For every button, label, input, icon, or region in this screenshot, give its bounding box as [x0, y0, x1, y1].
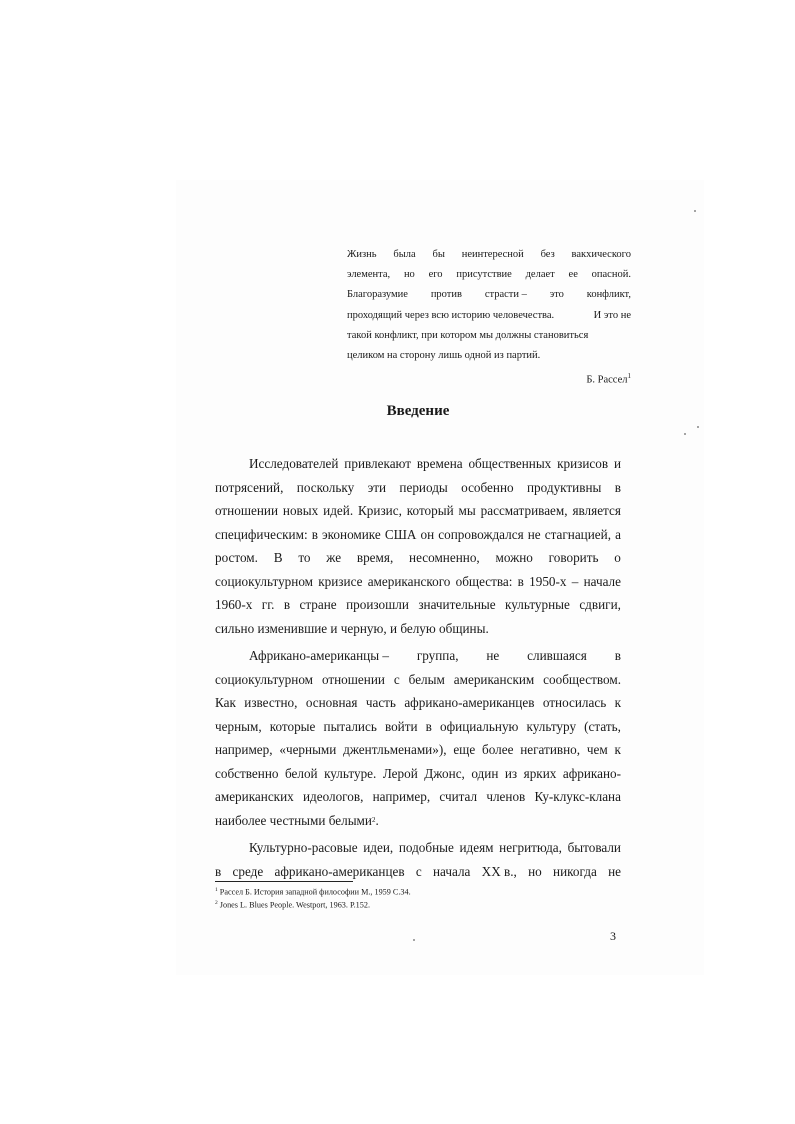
page-number: 3: [610, 929, 616, 943]
epigraph-word: ее: [568, 269, 578, 281]
body-word: и: [613, 456, 621, 471]
body-word: особенно: [461, 479, 514, 495]
body-word: Африкано-американцы –: [249, 648, 389, 663]
body-word: –: [571, 573, 579, 589]
epigraph-line: [347, 326, 631, 346]
scan-speck: [697, 426, 699, 428]
body-word: официальную: [440, 718, 519, 734]
body-word: социокультурном: [215, 671, 314, 687]
body-line: [215, 715, 621, 739]
epigraph-word: элемента,: [347, 269, 391, 281]
body-line: [215, 691, 621, 715]
body-word: .: [375, 812, 379, 828]
body-line: [215, 644, 621, 668]
footnote-1: $^1$ Рассел Б. История западной философии М., 1959 С.34.: [215, 887, 411, 897]
epigraph-line: [347, 346, 631, 366]
epigraph-word: неинтересной: [461, 249, 524, 260]
epigraph-line: [347, 265, 631, 285]
body-word: в: [311, 526, 318, 542]
body-word: же: [326, 550, 342, 565]
body-word: значительные: [418, 597, 496, 612]
body-line: [215, 762, 621, 786]
epigraph-author: [347, 366, 631, 391]
body-word: слившаяся: [527, 648, 587, 663]
body-word: американских: [215, 789, 294, 804]
epigraph-word: опасной.: [591, 269, 631, 281]
body-word: к: [614, 695, 621, 710]
body-word: белым: [408, 671, 445, 687]
body-word: черным,: [215, 718, 262, 734]
body-word: с: [393, 671, 400, 687]
body-word: которые: [269, 718, 316, 734]
body-word: стагнацией,: [544, 526, 612, 542]
epigraph-word: бы: [432, 249, 445, 260]
body-word: является: [572, 503, 621, 518]
body-word: сдвиги,: [579, 597, 621, 612]
body-word: африкано-американцев: [274, 863, 405, 879]
body-line: [215, 570, 621, 594]
body-word: африкано-: [562, 765, 621, 781]
body-word: идеи,: [363, 840, 394, 855]
body-word: 1950-х: [529, 573, 567, 589]
body-word: Как: [215, 695, 236, 710]
body-word: но: [528, 863, 542, 879]
body-word: США: [384, 526, 417, 542]
body-word: в: [425, 718, 432, 734]
body-word: идеям: [459, 840, 494, 855]
body-word: относилась: [542, 695, 607, 710]
body-word: ярких: [523, 765, 557, 781]
body-word: сопровождался: [438, 526, 524, 542]
body-word: культуру: [526, 718, 577, 734]
epigraph-word: Жизнь: [347, 249, 377, 260]
body-word: членов: [486, 789, 526, 804]
body-word: новых: [282, 503, 319, 518]
epigraph-word: без: [540, 249, 555, 260]
body-word: кризисов: [557, 456, 609, 471]
body-word: Ку-клукс-клана: [534, 789, 621, 804]
body-word: стране: [299, 597, 337, 612]
epigraph-word: вакхического: [571, 249, 631, 260]
body-word: потрясений,: [215, 479, 284, 495]
body-word: чем: [586, 742, 608, 757]
body-word: идей.: [323, 503, 354, 518]
body-word: «черными: [279, 742, 337, 757]
body-word: периоды: [399, 479, 448, 495]
body-line: [215, 617, 621, 641]
body-line: [215, 668, 621, 692]
body-word: в: [614, 479, 621, 495]
epigraph-word: это: [549, 289, 564, 301]
epigraph-author-footnote-mark: 1: [627, 372, 631, 381]
body-word: культурные: [505, 597, 570, 612]
body-line: [215, 785, 621, 809]
body-word: мы: [458, 503, 476, 518]
body-word: в: [517, 573, 524, 589]
body-line: [215, 860, 621, 884]
epigraph-author-name: Б. Рассел: [586, 374, 628, 386]
epigraph-line: [347, 285, 631, 305]
body-text: [215, 452, 621, 883]
body-line: [215, 499, 621, 523]
body-word: бытовали: [567, 840, 621, 855]
body-word: произошли: [346, 597, 409, 612]
epigraph: [347, 245, 631, 391]
scan-speck: [413, 939, 415, 941]
body-line: [215, 476, 621, 500]
body-word: джентльменами»),: [343, 742, 447, 757]
body-word: привлекают: [344, 456, 411, 471]
epigraph-word: конфликт,: [586, 289, 631, 301]
body-line: [215, 593, 621, 617]
body-word: считал: [439, 789, 478, 804]
body-word: отношении: [321, 671, 385, 687]
body-word: Исследователей: [249, 456, 339, 471]
epigraph-word: такой конфликт, при котором мы должны становиться: [347, 329, 589, 341]
body-word: Кризис,: [358, 503, 402, 518]
footnotes: [215, 885, 621, 911]
body-word: эти: [367, 479, 387, 495]
body-line: [215, 523, 621, 547]
body-word: в: [614, 648, 621, 663]
body-word: подобные: [398, 840, 454, 855]
footnote-2: $^2$ Jones L. Blues People. Westport, 1963. P.152.: [215, 900, 370, 910]
epigraph-line: [347, 245, 631, 265]
body-word: продуктивны: [527, 479, 602, 495]
body-word: который: [406, 503, 454, 518]
body-line: [215, 836, 621, 860]
epigraph-word: была: [393, 249, 416, 260]
body-word: кризисе: [318, 573, 363, 589]
epigraph-word: целиком на сторону лишь одной из партий.: [347, 350, 541, 362]
body-word: начала: [432, 863, 471, 879]
body-word: специфическим:: [215, 526, 308, 542]
body-word: негритюда,: [499, 840, 562, 855]
body-line: [215, 546, 621, 570]
body-word: поскольку: [296, 479, 355, 495]
body-word: не: [608, 863, 621, 879]
body-word: негативно,: [520, 742, 581, 757]
body-word: американского: [367, 573, 451, 589]
body-line: [215, 452, 621, 476]
body-word: войти: [384, 718, 418, 734]
body-line: [215, 738, 621, 762]
body-word: белой: [284, 765, 318, 781]
body-word: социокультурном: [215, 573, 314, 589]
body-word: с: [415, 863, 422, 879]
footnote-mark: 2: [371, 815, 376, 824]
body-word: из: [504, 765, 518, 781]
epigraph-word: проходящий через всю историю человечества.: [347, 309, 555, 321]
epigraph-word: против: [430, 289, 462, 301]
body-word: к: [614, 742, 621, 757]
body-word: Культурно-расовые: [249, 840, 358, 855]
body-word: Джонс,: [424, 765, 465, 781]
body-word: не: [486, 648, 500, 663]
footnote-rule: [215, 881, 353, 882]
body-word: не: [527, 526, 541, 542]
epigraph-lines: [347, 245, 631, 366]
body-word: времена: [416, 456, 463, 471]
body-word: еще: [453, 742, 476, 757]
body-word: он: [420, 526, 435, 542]
scan-speck: [694, 210, 696, 212]
body-word: время,: [356, 550, 394, 565]
scan-speck: [684, 433, 686, 435]
body-word: ростом.: [215, 550, 258, 565]
body-word: экономике: [322, 526, 381, 542]
body-word: в: [283, 597, 291, 612]
body-word: несомненно,: [409, 550, 480, 565]
body-word: пытались: [323, 718, 377, 734]
body-word: гг.: [261, 597, 275, 612]
body-word: В: [273, 550, 283, 565]
body-word: никогда: [553, 863, 597, 879]
body-word: рассматриваем,: [480, 503, 568, 518]
body-word: часть: [365, 695, 396, 710]
body-word: 1960-х: [215, 597, 253, 612]
body-word: идеологов,: [302, 789, 364, 804]
body-word: о: [614, 550, 621, 565]
epigraph-word: но: [403, 269, 415, 281]
body-word: например,: [215, 742, 273, 757]
body-word: то: [298, 550, 311, 565]
body-word: один: [471, 765, 499, 781]
body-word: наиболее честными белыми: [215, 812, 372, 828]
body-word: например,: [372, 789, 431, 804]
body-word: в: [215, 863, 222, 879]
body-word: отношении: [215, 503, 279, 518]
section-title: Введение: [386, 403, 450, 419]
body-word: сильно изменившие и черную, и белую общины.: [215, 620, 489, 636]
epigraph-word: его: [428, 269, 443, 281]
epigraph-word: И это не: [593, 309, 631, 321]
body-word: начале: [583, 573, 621, 589]
body-word: основная: [305, 695, 358, 710]
body-word: (стать,: [584, 718, 621, 734]
body-word: американским: [453, 671, 535, 687]
epigraph-word: делает: [525, 269, 555, 281]
body-word: более: [482, 742, 514, 757]
body-line: [215, 809, 621, 833]
body-word: Лерой: [382, 765, 418, 781]
body-word: среде: [232, 863, 264, 879]
body-word: говорить: [548, 550, 599, 565]
body-word: общества:: [455, 573, 513, 589]
body-word: а: [615, 526, 621, 542]
epigraph-line: [347, 306, 631, 326]
body-word: известно,: [244, 695, 298, 710]
body-word: африкано-американцев: [404, 695, 535, 710]
body-word: сообществом.: [543, 671, 621, 687]
body-word: можно: [495, 550, 533, 565]
body-word: XX в.,: [481, 863, 517, 879]
body-word: группа,: [416, 648, 459, 663]
epigraph-word: присутствие: [456, 269, 512, 281]
body-word: культуре.: [324, 765, 377, 781]
body-word: собственно: [215, 765, 279, 781]
epigraph-word: Благоразумие: [347, 289, 408, 301]
epigraph-word: страсти –: [484, 289, 527, 301]
body-word: общественных: [468, 456, 552, 471]
